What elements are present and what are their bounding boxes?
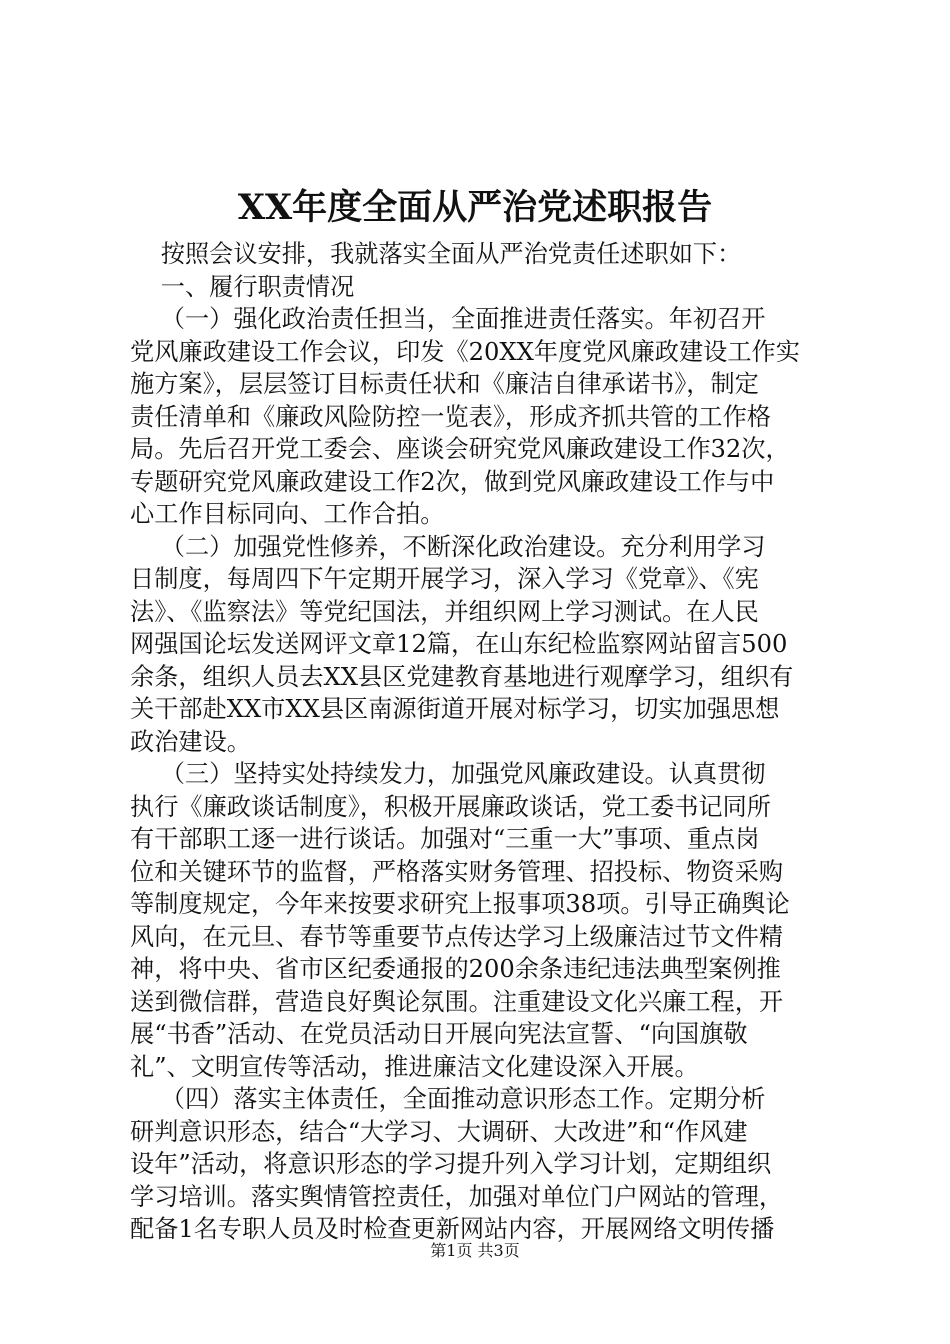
body-line: 网强国论坛发送网评文章12篇，在山东纪检监察网站留言500	[130, 630, 788, 658]
body-line: 展“书香”活动、在党员活动日开展向宪法宣誓、“向国旗敬	[130, 1020, 748, 1048]
body-line: 余条，组织人员去XX县区党建教育基地进行观摩学习，组织有	[130, 662, 794, 691]
body-line: 法》、《监察法》等党纪国法，并组织网上学习测试。在人民	[130, 597, 759, 626]
body-line: 执行《廉政谈话制度》，积极开展廉政谈话，党工委书记同所	[130, 792, 771, 821]
body-line: 礼”、文明宣传等活动，推进廉洁文化建设深入开展。	[130, 1052, 699, 1081]
body-line: 研判意识形态，结合“大学习、大调研、大改进”和“作风建	[130, 1117, 748, 1146]
body-line: 责任清单和《廉政风险防控一览表》，形成齐抓共管的工作格	[130, 402, 771, 431]
body-line: 有干部职工逐一进行谈话。加强对“三重一大”事项、重点岗	[130, 825, 760, 853]
body-line: 按照会议安排，我就落实全面从严治党责任述职如下：	[130, 240, 742, 268]
body-line: 位和关键环节的监督，严格落实财务管理、招投标、物资采购	[130, 857, 784, 886]
body-line: 关干部赴XX市XX县区南源街道开展对标学习，切实加强思想	[130, 695, 780, 723]
body-line: （二）加强党性修养，不断深化政治建设。充分利用学习	[130, 532, 766, 561]
body-line: 设年”活动，将意识形态的学习提升列入学习计划，定期组织	[130, 1150, 772, 1178]
body-line: 心工作目标同向、工作合拍。	[130, 500, 445, 528]
body-line: 送到微信群，营造良好舆论氛围。注重建设文化兴廉工程，开	[130, 987, 784, 1016]
body-line: 风向，在元旦、春节等重要节点传达学习上级廉洁过节文件精	[130, 922, 784, 951]
body-line: 日制度，每周四下午定期开展学习，深入学习《党章》、《宪	[130, 565, 759, 593]
body-line: 等制度规定，今年来按要求研究上报事项38项。引导正确舆论	[130, 890, 790, 918]
body-line: （三）坚持实处持续发力，加强党风廉政建设。认真贯彻	[130, 760, 766, 788]
body-line: 党风廉政建设工作会议，印发《20XX年度党风廉政建设工作实	[130, 337, 800, 366]
document-body	[130, 238, 830, 1246]
body-line: 局。先后召开党工委会、座谈会研究党风廉政建设工作32次，	[130, 435, 790, 463]
section-heading: 一、履行职责情况	[130, 272, 355, 301]
body-line: （四）落实主体责任，全面推动意识形态工作。定期分析	[130, 1085, 766, 1113]
body-line: （一）强化政治责任担当，全面推进责任落实。年初召开	[130, 305, 766, 333]
body-line: 专题研究党风廉政建设工作2次，做到党风廉政建设工作与中	[130, 467, 775, 496]
body-line: 配备1名专职人员及时检查更新网站内容，开展网络文明传播	[130, 1215, 775, 1243]
page-footer: 第1页 共3页	[430, 1241, 520, 1260]
document-title: XX年度全面从严治党述职报告	[237, 187, 713, 228]
body-line: 施方案》，层层签订目标责任状和《廉洁自律承诺书》，制定	[130, 370, 759, 398]
body-line: 神，将中央、省市区纪委通报的200余条违纪违法典型案例推	[130, 955, 781, 983]
body-line: 学习培训。落实舆情管控责任，加强对单位门户网站的管理，	[130, 1182, 784, 1211]
body-line: 政治建设。	[130, 727, 251, 756]
